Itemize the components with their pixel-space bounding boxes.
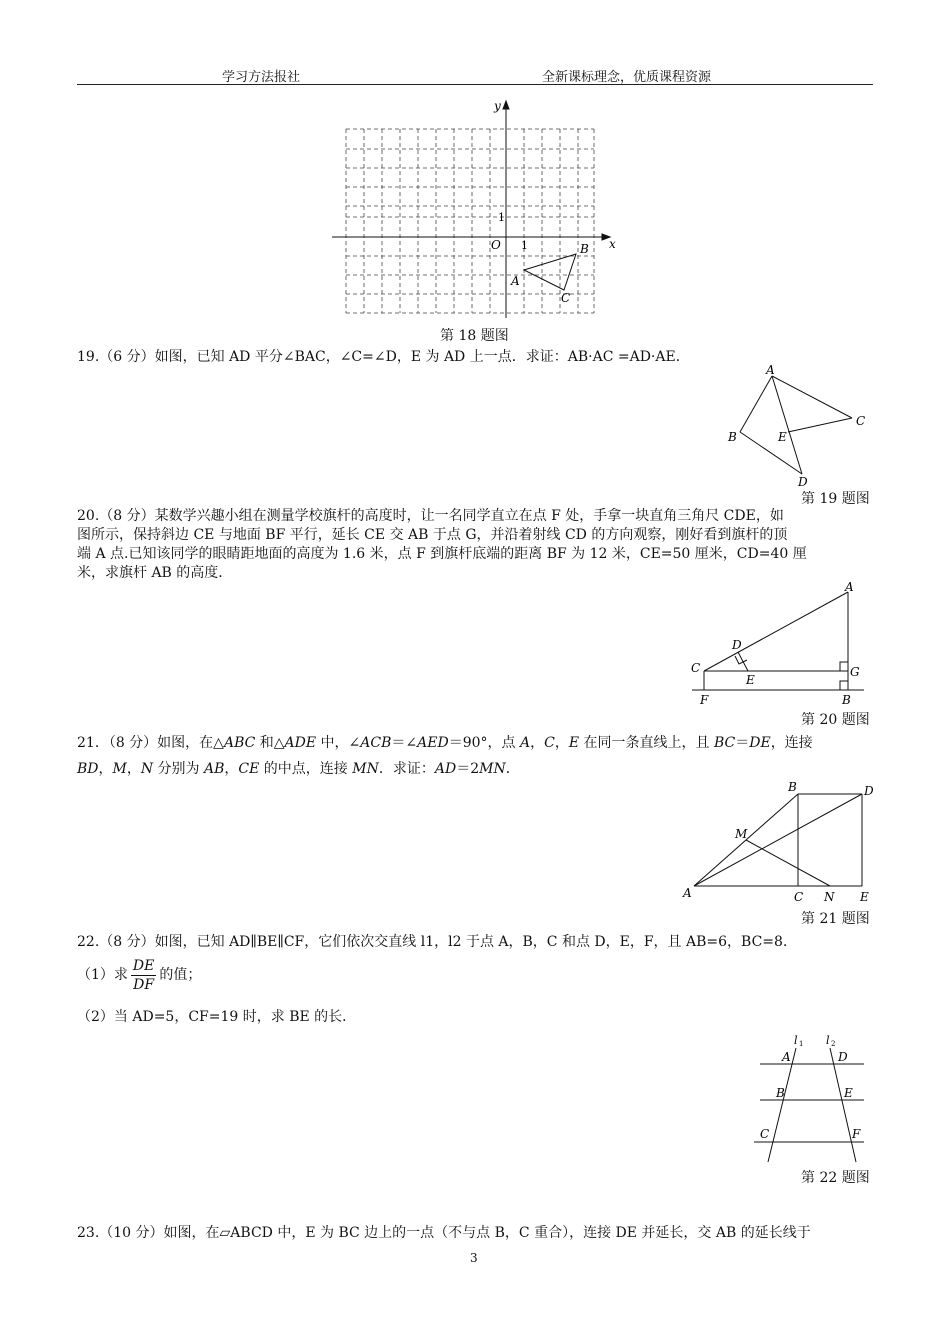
q21-line-2: BD，M，N 分别为 AB，CE 的中点，连接 MN．求证：AD＝2MN．	[77, 761, 520, 777]
q20-figure	[686, 578, 872, 708]
q18-one-y: 1	[498, 211, 505, 224]
q18-one-x: 1	[521, 239, 528, 252]
page-number: 3	[470, 1251, 478, 1265]
q19-point-c: C	[856, 414, 866, 428]
q21-point-a: A	[683, 886, 692, 900]
q20-line-2: 图所示，保持斜边 CE 与地面 BF 平行，延长 CE 交 AB 于点 G，并沿着射线 CD 的方向观察，刚好看到旗杆的顶	[77, 527, 788, 543]
q22-point-a: A	[782, 1050, 791, 1064]
q18-origin-label: O	[491, 238, 501, 252]
q19-point-b: B	[728, 430, 737, 444]
q20-point-g: G	[850, 665, 860, 679]
q22-line-1: 22.（8 分）如图，已知 AD∥BE∥CF，它们依次交直线 l1，l2 于点 A，B，C 和点 D，E，F，且 AB=6，BC=8．	[77, 934, 797, 950]
q18-triangle	[524, 254, 576, 290]
q22-l1: l	[794, 1034, 798, 1047]
q23-line-1: 23.（10 分）如图，在▱ABCD 中，E 为 BC 边上的一点（不与点 B，C 重合），连接 DE 并延长，交 AB 的延长线于	[77, 1225, 811, 1241]
q21-point-m: M	[735, 827, 748, 841]
q20-line-4: 米，求旗杆 AB 的高度．	[77, 565, 233, 581]
header-left: 学习方法报社	[222, 70, 301, 85]
q22-point-f: F	[852, 1127, 861, 1141]
q21-point-d: D	[864, 784, 874, 798]
q21-point-c: C	[794, 890, 804, 904]
q18-caption: 第 18 题图	[440, 328, 509, 344]
q20-caption: 第 20 题图	[801, 712, 870, 728]
q22-l2-sub: 2	[831, 1040, 836, 1048]
q22-fraction: $\frac{DE}{DF}$	[132, 958, 155, 993]
q21-point-n: N	[824, 890, 835, 904]
q22-l2: l	[826, 1034, 830, 1047]
q18-point-b: B	[580, 242, 589, 256]
q22-caption: 第 22 题图	[801, 1170, 870, 1186]
q21-point-e: E	[860, 890, 869, 904]
q21-point-b: B	[788, 780, 797, 794]
q22-part-1: （1）求 $\frac{DE}{DF}$ 的值；	[77, 958, 202, 993]
q19-point-a: A	[766, 363, 775, 377]
q22-part-2: （2）当 AD=5，CF=19 时，求 BE 的长．	[77, 1009, 357, 1025]
header-right: 全新课标理念，优质课程资源	[542, 70, 712, 85]
q21-figure	[678, 776, 876, 904]
q19-figure	[722, 362, 872, 490]
q19-point-d: D	[798, 475, 808, 489]
q18-y-label: y	[494, 99, 501, 113]
q19-caption: 第 19 题图	[801, 491, 870, 507]
q20-point-a: A	[845, 580, 854, 594]
q18-figure	[328, 96, 624, 320]
q18-axes	[332, 101, 610, 318]
q21-caption: 第 21 题图	[801, 911, 870, 927]
q19-text: 19.（6 分）如图，已知 AD 平分∠BAC，∠C=∠D，E 为 AD 上一点．求证：AB·AC =AD·AE．	[77, 349, 690, 365]
q20-line-3: 端 A 点.已知该同学的眼睛距地面的高度为 1.6 米，点 F 到旗杆底端的距离 BF 为 12 米，CE=50 厘米，CD=40 厘	[77, 546, 807, 562]
q18-point-c: C	[561, 291, 571, 305]
q20-point-e: E	[746, 673, 755, 687]
q21-line-1: 21．（8 分）如图，在△ABC 和△ADE 中，∠ACB＝∠AED＝90°，点 A，C，E 在同一条直线上，且 BC＝DE，连接	[77, 735, 813, 751]
q20-line-1: 20.（8 分）某数学兴趣小组在测量学校旗杆的高度时，让一名同学直立在点 F 处，手拿一块直角三角尺 CDE，如	[77, 508, 784, 524]
q20-point-c: C	[691, 661, 701, 675]
q20-point-b: B	[842, 693, 851, 707]
q18-grid	[346, 129, 594, 313]
q22-figure	[748, 1030, 872, 1168]
q22-point-d: D	[838, 1050, 848, 1064]
q20-point-d: D	[732, 638, 742, 652]
q20-point-f: F	[700, 693, 709, 707]
header-rule	[77, 84, 873, 85]
q18-x-label: x	[609, 237, 616, 251]
q22-point-c: C	[760, 1127, 770, 1141]
q22-point-e: E	[844, 1086, 853, 1100]
q22-point-b: B	[776, 1086, 785, 1100]
q18-point-a: A	[511, 274, 520, 288]
q19-point-e: E	[778, 430, 787, 444]
q22-l1-sub: 1	[799, 1040, 804, 1048]
